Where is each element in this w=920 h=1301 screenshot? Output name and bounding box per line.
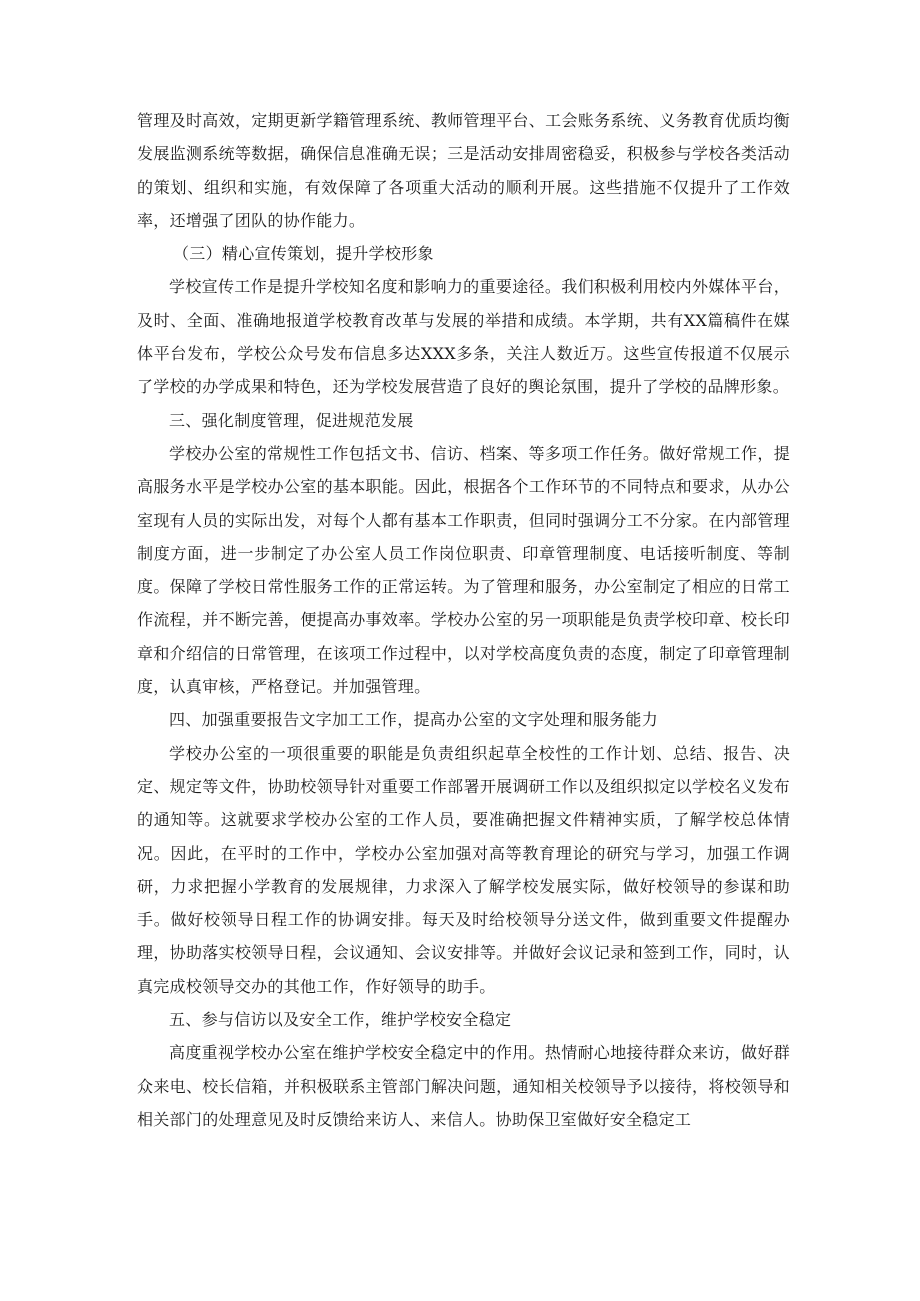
body-paragraph-1: 管理及时高效，定期更新学籍管理系统、教师管理平台、工会账务系统、义务教育优质均衡发展监测系统等数据，确保信息准确无误；三是活动安排周密稳妥，积极参与学校各类活动的策划、组织和实施，有效保障了各项重大活动的顺利开展。这些措施不仅提升了工作效率，还增强了团队的协作能力。 — [137, 111, 790, 230]
body-paragraph-4: 学校办公室的一项很重要的职能是负责组织起草全校性的工作计划、总结、报告、决定、规定等文件，协助校领导针对重要工作部署开展调研工作以及组织拟定以学校名义发布的通知等。这就要求学校办公室的工作人员，要准确把握文件精神实质，了解学校总体情况。因此，在平时的工作中，学校办公室加强对高等教育理论的研究与学习，加强工作调研，力求把握小学教育的发展规律，力求深入了解学校发展实际，做好校领导的参谋和助手。做好校领导日程工作的协调安排。每天及时给校领导分送文件，做到重要文件提醒办理，协助落实校领导日程，会议通知、会议安排等。并做好会议记录和签到工作，同时，认真完成校领导交办的其他工作，作好领导的助手。 — [137, 743, 790, 996]
document-body — [137, 104, 790, 1136]
section-heading-safety: 五、参与信访以及安全工作，维护学校安全稳定 — [169, 1010, 512, 1030]
body-paragraph-3: 学校办公室的常规性工作包括文书、信访、档案、等多项工作任务。做好常规工作，提高服务水平是学校办公室的基本职能。因此，根据各个工作环节的不同特点和要求，从办公室现有人员的实际出发，对每个人都有基本工作职责，但同时强调分工不分家。在内部管理制度方面，进一步制定了办公室人员工作岗位职责、印章管理制度、电话接听制度、等制度。保障了学校日常性服务工作的正常运转。为了管理和服务，办公室制定了相应的日常工作流程，并不断完善，便提高办事效率。学校办公室的另一项职能是负责学校印章、校长印章和介绍信的日常管理，在该项工作过程中，以对学校高度负责的态度，制定了印章管理制度，认真审核，严格登记。并加强管理。 — [137, 443, 790, 697]
section-heading-system-management: 三、强化制度管理，促进规范发展 — [169, 410, 414, 430]
section-heading-report-writing: 四、加强重要报告文字加工工作，提高办公室的文字处理和服务能力 — [169, 710, 659, 730]
section-heading-publicity: （三）精心宣传策划，提升学校形象 — [173, 244, 434, 264]
body-paragraph-5: 高度重视学校办公室在维护学校安全稳定中的作用。热情耐心地接待群众来访，做好群众来电、校长信箱，并积极联系主管部门解决问题，通知相关校领导予以接待，将校领导和相关部门的处理意见及时反馈给来访人、来信人。协助保卫室做好安全稳定工 — [137, 1043, 790, 1129]
body-paragraph-2: 学校宣传工作是提升学校知名度和影响力的重要途径。我们积极利用校内外媒体平台，及时、全面、准确地报道学校教育改革与发展的举措和成绩。本学期，共有XX篇稿件在媒体平台发布，学校公众号发布信息多达XXX多条，关注人数近万。这些宣传报道不仅展示了学校的办学成果和特色，还为学校发展营造了良好的舆论氛围，提升了学校的品牌形象。 — [137, 277, 790, 397]
